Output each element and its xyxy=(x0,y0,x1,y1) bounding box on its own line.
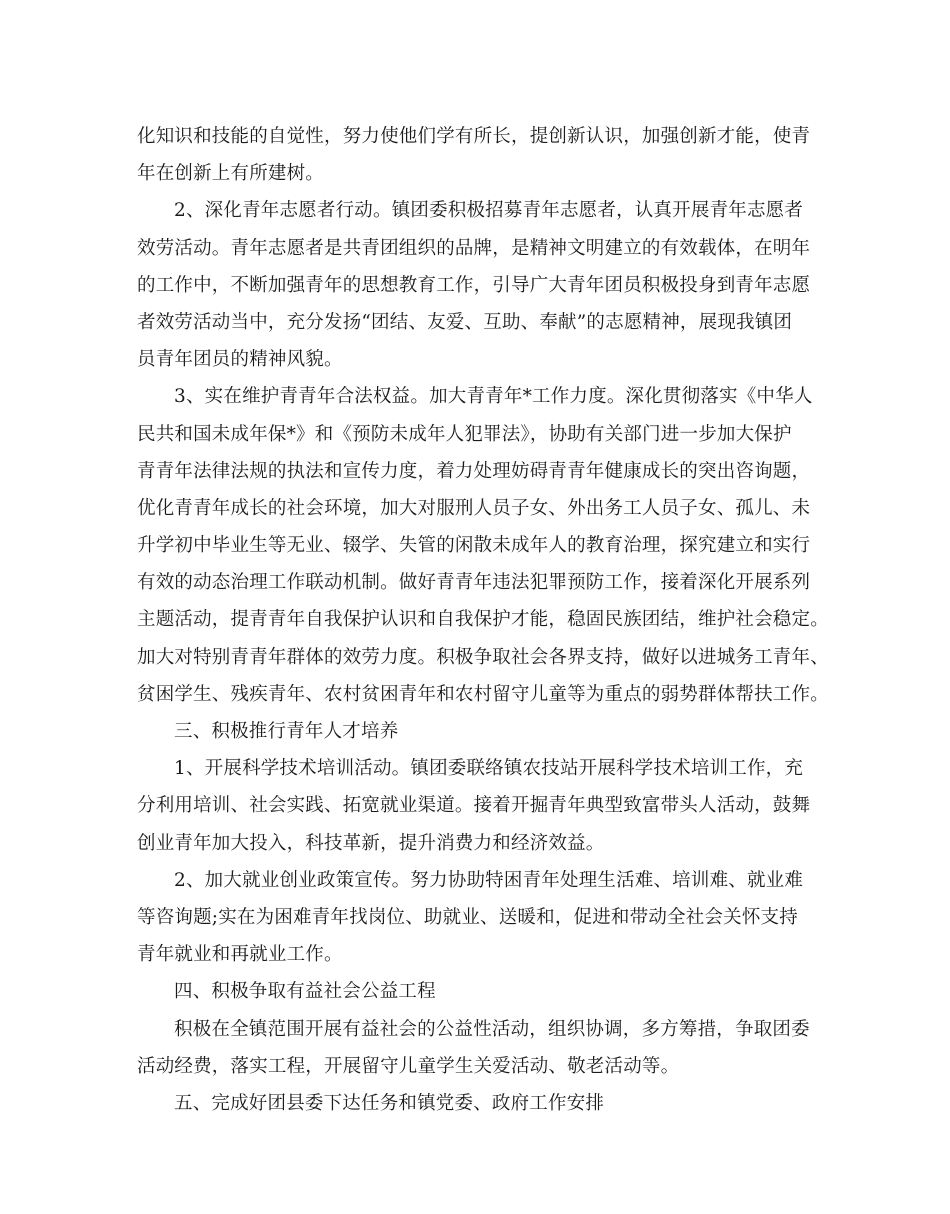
text-line: 2、深化青年志愿者行动。镇团委积极招募青年志愿者，认真开展青年志愿者 xyxy=(174,200,804,222)
text-line: 四、积极争取有益社会公益工程 xyxy=(174,981,436,1003)
text-line: 三、积极推行青年人才培养 xyxy=(174,721,399,742)
text-line: 民共和国未成年保*》和《预防未成年人犯罪法》，协助有关部门进一步加大保护 xyxy=(137,423,792,445)
text-line: 2、加大就业创业政策宣传。努力协助特困青年处理生活难、培训难、就业难 xyxy=(174,869,804,891)
text-line: 创业青年加大投入，科技革新，提升消费力和经济效益。 xyxy=(137,832,605,854)
text-line: 活动经费，落实工程，开展留守儿童学生关爱活动、敬老活动等。 xyxy=(137,1055,680,1077)
text-line: 积极在全镇范围开展有益社会的公益性活动，组织协调，多方筹措，争取团委 xyxy=(174,1018,810,1040)
text-line: 3、实在维护青青年合法权益。加大青青年*工作力度。深化贯彻落实《中华人 xyxy=(174,386,813,408)
text-line: 效劳活动。青年志愿者是共青团组织的品牌，是精神文明建立的有效载体，在明年 xyxy=(137,237,811,259)
text-line: 青青年法律法规的执法和宣传力度，着力处理妨碍青青年健康成长的突出咨询题， xyxy=(137,460,811,482)
text-line: 主题活动，提青青年自我保护认识和自我保护才能，稳固民族团结，维护社会稳定。 xyxy=(137,609,829,631)
text-line: 1、开展科学技术培训活动。镇团委联络镇农技站开展科学技术培训工作，充 xyxy=(174,758,804,780)
text-line: 贫困学生、残疾青年、农村贫困青年和农村留守儿童等为重点的弱势群体帮扶工作。 xyxy=(137,683,829,705)
text-line: 等咨询题;实在为困难青年找岗位、助就业、送暖和，促进和带动全社会关怀支持 xyxy=(137,906,798,928)
text-line: 化知识和技能的自觉性，努力使他们学有所长，提创新认识，加强创新才能，使青 xyxy=(137,126,811,147)
text-line: 优化青青年成长的社会环境，加大对服刑人员子女、外出务工人员子女、孤儿、未 xyxy=(137,497,811,519)
text-line: 有效的动态治理工作联动机制。做好青青年违法犯罪预防工作，接着深化开展系列 xyxy=(137,572,811,594)
document-body xyxy=(137,118,827,1122)
text-line: 五、完成好团县委下达任务和镇党委、政府工作安排 xyxy=(174,1092,605,1114)
text-line: 者效劳活动当中，充分发扬“团结、友爱、互助、奉献”的志愿精神，展现我镇团 xyxy=(137,311,793,333)
text-line: 加大对特别青青年群体的效劳力度。积极争取社会各界支持，做好以进城务工青年、 xyxy=(137,646,829,668)
text-line: 年在创新上有所建树。 xyxy=(137,163,325,185)
text-line: 员青年团员的精神风貌。 xyxy=(137,349,343,371)
text-line: 升学初中毕业生等无业、辍学、失管的闲散未成年人的教育治理，探究建立和实行 xyxy=(137,535,811,557)
text-line: 的工作中，不断加强青年的思想教育工作，引导广大青年团员积极投身到青年志愿 xyxy=(137,274,811,296)
text-line: 分利用培训、社会实践、拓宽就业渠道。接着开掘青年典型致富带头人活动，鼓舞 xyxy=(137,795,811,817)
text-line: 青年就业和再就业工作。 xyxy=(137,944,343,966)
